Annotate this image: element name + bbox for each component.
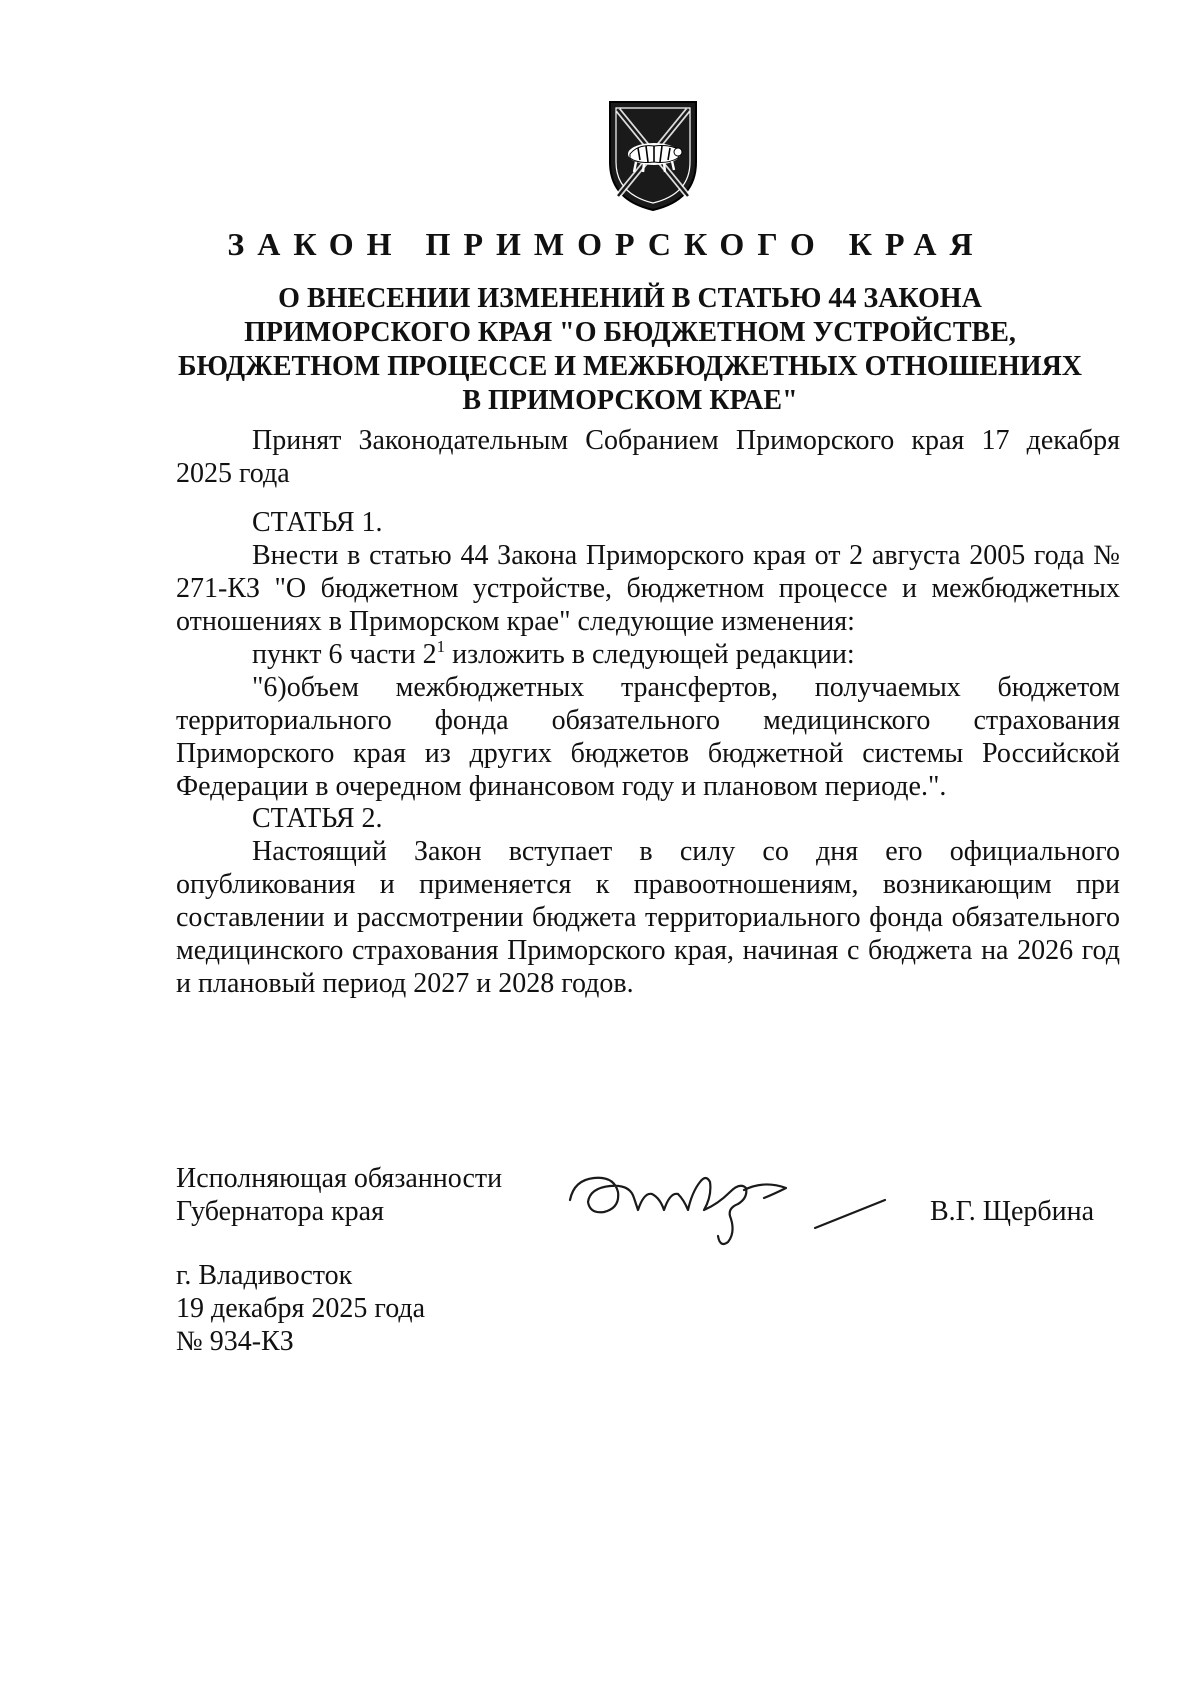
adoption-note-block — [176, 424, 1120, 490]
law-title: ЗАКОН ПРИМОРСКОГО КРАЯ — [227, 226, 986, 262]
position-line: Губернатора края — [176, 1196, 384, 1227]
subtitle-line: БЮДЖЕТНОМ ПРОЦЕССЕ И МЕЖБЮДЖЕТНЫХ ОТНОШЕНИЯХ — [177, 351, 1083, 382]
subtitle-line: В ПРИМОРСКОМ КРАЕ" — [462, 385, 798, 416]
signatory-position — [176, 1162, 502, 1228]
article-2 — [176, 802, 1120, 1000]
handwritten-signature — [560, 1152, 900, 1252]
sign-date: 19 декабря 2025 года — [176, 1293, 426, 1324]
article-1-amendment-intro — [176, 638, 1120, 671]
amendment-intro-text: пункт 6 части 2 — [252, 639, 437, 670]
article-1 — [176, 506, 1120, 803]
law-number: № 934-КЗ — [176, 1326, 294, 1357]
position-line: Исполняющая обязанности — [176, 1163, 503, 1194]
article-2-heading: СТАТЬЯ 2. — [252, 803, 383, 834]
amendment-intro-text: изложить в следующей редакции: — [445, 639, 855, 670]
article-1-paragraph: Внести в статью 44 Закона Приморского края от 2 августа 2005 года № 271-КЗ "О бюджетном устройстве, бюджетном процессе и межбюджетных отношениях в Приморском крае" следующие изменения: — [176, 540, 1120, 637]
city: г. Владивосток — [176, 1260, 353, 1291]
law-footer — [176, 1259, 425, 1358]
subtitle-line: О ВНЕСЕНИИ ИЗМЕНЕНИЙ В СТАТЬЮ 44 ЗАКОНА — [278, 283, 982, 314]
article-1-heading: СТАТЬЯ 1. — [252, 507, 383, 538]
law-subtitle — [150, 282, 1110, 418]
article-2-paragraph: Настоящий Закон вступает в силу со дня его официального опубликования и применяется к правоотношениям, возникающим при составлении и рассмотрении бюджета территориального фонда обязательного медицинского страхования Приморского края, начиная с бюджета на 2026 год и плановый период 2027 и 2028 годов. — [176, 836, 1120, 999]
coat-of-arms-icon — [608, 100, 698, 212]
subtitle-line: ПРИМОРСКОГО КРАЯ "О БЮДЖЕТНОМ УСТРОЙСТВЕ, — [244, 317, 1016, 348]
adoption-note: Принят Законодательным Собранием Приморского края 17 декабря 2025 года — [176, 425, 1120, 489]
article-1-new-wording: "6)объем межбюджетных трансфертов, получаемых бюджетом территориального фонда обязательного медицинского страхования Приморского края из других бюджетов бюджетной системы Российской Федерации в очередном финансовом году и плановом периоде.". — [176, 672, 1120, 802]
superscript: 1 — [436, 637, 446, 656]
signatory-name: В.Г. Щербина — [930, 1196, 1095, 1227]
